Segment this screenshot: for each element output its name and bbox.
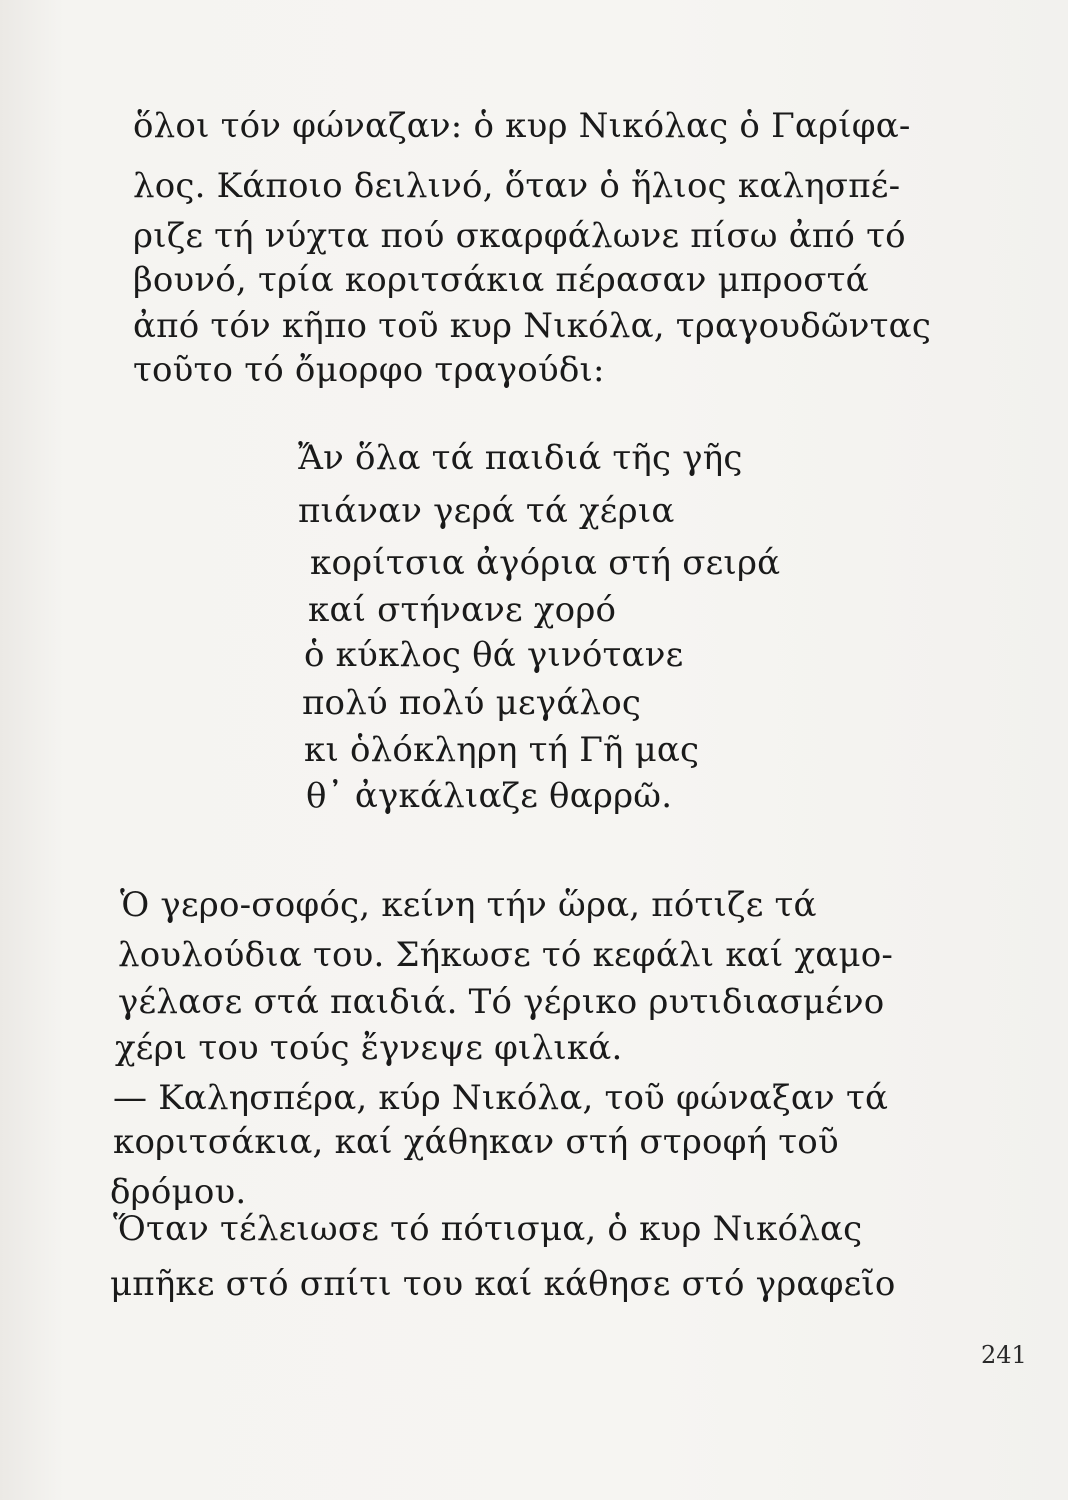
text-line: τοῦτο τό ὄμορφο τραγούδι: [133,350,605,390]
poem-line: Ἄν ὅλα τά παιδιά τῆς γῆς [298,438,743,478]
text-line: Ὁ γερο-σοφός, κείνη τήν ὥρα, πότιζε τά [120,885,817,925]
text-line: γέλασε στά παιδιά. Τό γέρικο ρυτιδιασμένο [118,982,885,1022]
poem-line: ὁ κύκλος θά γινότανε [304,635,684,675]
poem-line: πιάναν γερά τά χέρια [298,491,675,531]
text-line: — Καλησπέρα, κύρ Νικόλα, τοῦ φώναξαν τά [113,1078,889,1118]
text-line: χέρι του τούς ἔγνεψε φιλικά. [115,1028,623,1068]
poem-line: θ᾿ ἀγκάλιαζε θαρρῶ. [306,776,673,816]
poem-line: καί στήνανε χορό [308,590,617,630]
text-line: λουλούδια του. Σήκωσε τό κεφάλι καί χαμο- [118,935,894,975]
text-line: κοριτσάκια, καί χάθηκαν στή στροφή τοῦ [113,1122,839,1162]
text-line: δρόμου. [110,1172,247,1212]
text-line: βουνό, τρία κοριτσάκια πέρασαν μπροστά [133,260,869,300]
poem-line: πολύ πολύ μεγάλος [302,683,642,723]
text-line: ὅλοι τόν φώναζαν: ὁ κυρ Νικόλας ὁ Γαρίφα- [133,106,911,146]
text-line: Ὅταν τέλειωσε τό πότισμα, ὁ κυρ Νικόλας [113,1209,863,1249]
text-line: ἀπό τόν κῆπο τοῦ κυρ Νικόλα, τραγουδῶντας [133,306,932,346]
text-line: ριζε τή νύχτα πού σκαρφάλωνε πίσω ἀπό τό [133,216,906,256]
poem-line: κορίτσια ἀγόρια στή σειρά [310,543,781,583]
text-line: λος. Κάποιο δειλινό, ὅταν ὁ ἥλιος καλησπέ- [133,166,901,206]
text-line: μπῆκε στό σπίτι του καί κάθησε στό γραφεῖο [110,1264,896,1304]
page-number: 241 [981,1341,1027,1369]
poem-line: κι ὁλόκληρη τή Γῆ μας [304,730,700,770]
